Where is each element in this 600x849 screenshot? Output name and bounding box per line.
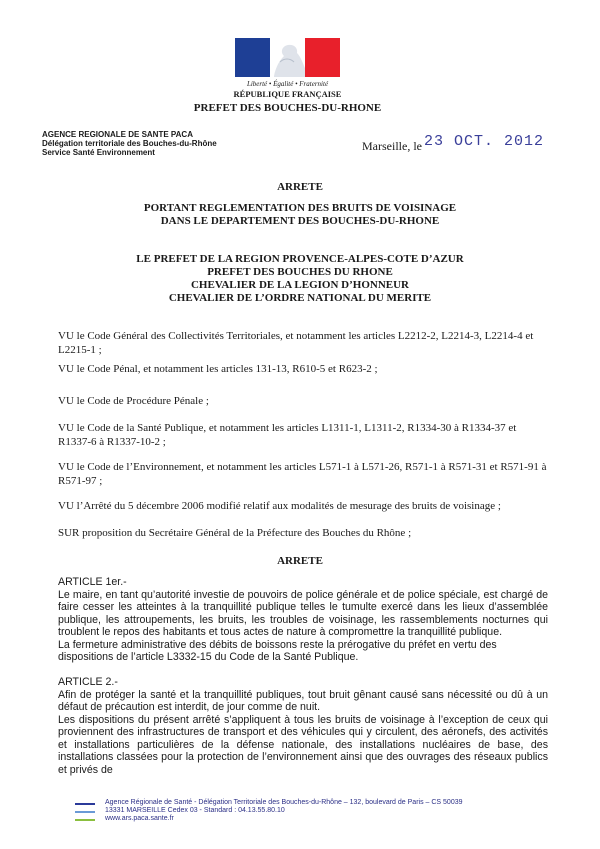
article-paragraph: Afin de protéger la santé et la tranquillité publiques, tout bruit gênant causé sans nécessité ou dû à un défaut de précaution est interdit, de jour comme de nuit. <box>58 688 548 713</box>
authority-line-3: CHEVALIER DE LA LEGION D’HONNEUR <box>190 279 409 291</box>
article-1 <box>58 576 548 664</box>
consideration-item: VU le Code Pénal, et notamment les articles 131-13, R610-5 et R623-2 ; <box>58 363 378 375</box>
article-paragraph: La fermeture administrative des débits de boissons reste la prérogative du préfet en vertu des dispositions de l’article L3332-15 du Code de la Santé Publique. <box>58 638 497 663</box>
footer-address: Agence Régionale de Santé - Délégation Territoriale des Bouches-du-Rhône – 132, boulevard de Paris – CS 50039 <box>105 799 463 806</box>
consideration-item: VU le Code de la Santé Publique, et notamment les articles L1311-1, L1311-2, R1334-30 à R1334-37 et R1337-6 à R1337-10-2 ; <box>58 422 517 448</box>
decree-title: ARRETE <box>277 555 323 567</box>
marianne-logo <box>235 38 340 77</box>
motto: Liberté • Égalité • Fraternité <box>246 80 329 88</box>
subject-line-2: DANS LE DEPARTEMENT DES BOUCHES-DU-RHONE <box>160 215 440 227</box>
article-paragraph: Les dispositions du présent arrêté s’appliquent à tous les bruits de voisinage à l’exception de ceux qui proviennent des infrastructures de transport et des véhicules qui y circulent, des aéronefs, des activités et installations particulières de la défense nationale, des installations nucléaires de base, des installations classées pour la protection de l’environnement ainsi que des ouvrages des réseaux publics et privés de <box>58 713 548 776</box>
footer-phone: 13331 MARSEILLE Cedex 03 - Standard : 04.13.55.80.10 <box>105 807 285 814</box>
article-heading: ARTICLE 2.- <box>58 676 118 688</box>
republic-name: RÉPUBLIQUE FRANÇAISE <box>233 89 342 99</box>
date-stamp: 23 OCT. 2012 <box>424 133 545 150</box>
agency-name: AGENCE REGIONALE DE SANTE PACA <box>42 130 193 139</box>
article-paragraph: Le maire, en tant qu’autorité investie de pouvoirs de police générale et de police spéciale, est chargé de faire cesser les atteintes à la tranquillité publique telles le tumulte exercé dans les lieux d’assemblée publique, les attroupements, les bruits, les troubles de voisinage, les rassemblements nocturnes qui troublent le repos des habitants et tous actes de nature à compromettre la tranquillité publique. <box>58 588 548 638</box>
article-heading: ARTICLE 1er.- <box>58 576 127 588</box>
consideration-item: VU l’Arrêté du 5 décembre 2006 modifié relatif aux modalités de mesurage des bruits de voisinage ; <box>58 500 501 512</box>
date-label: Marseille, le <box>362 139 422 153</box>
authority-line-1: LE PREFET DE LA REGION PROVENCE-ALPES-COTE D’AZUR <box>136 253 464 265</box>
agency-delegation: Délégation territoriale des Bouches-du-Rhône <box>42 139 217 148</box>
footer-rule <box>75 819 95 821</box>
document-title: ARRETE <box>277 181 323 193</box>
footer-website[interactable]: www.ars.paca.sante.fr <box>105 815 174 822</box>
subject-line-1: PORTANT REGLEMENTATION DES BRUITS DE VOISINAGE <box>143 202 457 214</box>
consideration-item: VU le Code de Procédure Pénale ; <box>58 395 209 407</box>
authority-line-2: PREFET DES BOUCHES DU RHONE <box>207 266 393 278</box>
article-2 <box>58 676 548 776</box>
authority-line-4: CHEVALIER DE L’ORDRE NATIONAL DU MERITE <box>168 292 432 304</box>
footer-rule <box>75 811 95 813</box>
consideration-item: VU le Code de l’Environnement, et notamment les articles L571-1 à L571-26, R571-1 à R571-31 et R571-91 à R571-97 ; <box>58 461 547 487</box>
agency-service: Service Santé Environnement <box>42 148 155 157</box>
consideration-item: VU le Code Général des Collectivités Territoriales, et notamment les articles L2212-2, L2214-3, L2214-4 et L2215-1 ; <box>58 330 534 356</box>
prefet-heading: PREFET DES BOUCHES-DU-RHONE <box>193 102 382 114</box>
footer-rule <box>75 803 95 805</box>
consideration-item: SUR proposition du Secrétaire Général de la Préfecture des Bouches du Rhône ; <box>58 527 412 539</box>
